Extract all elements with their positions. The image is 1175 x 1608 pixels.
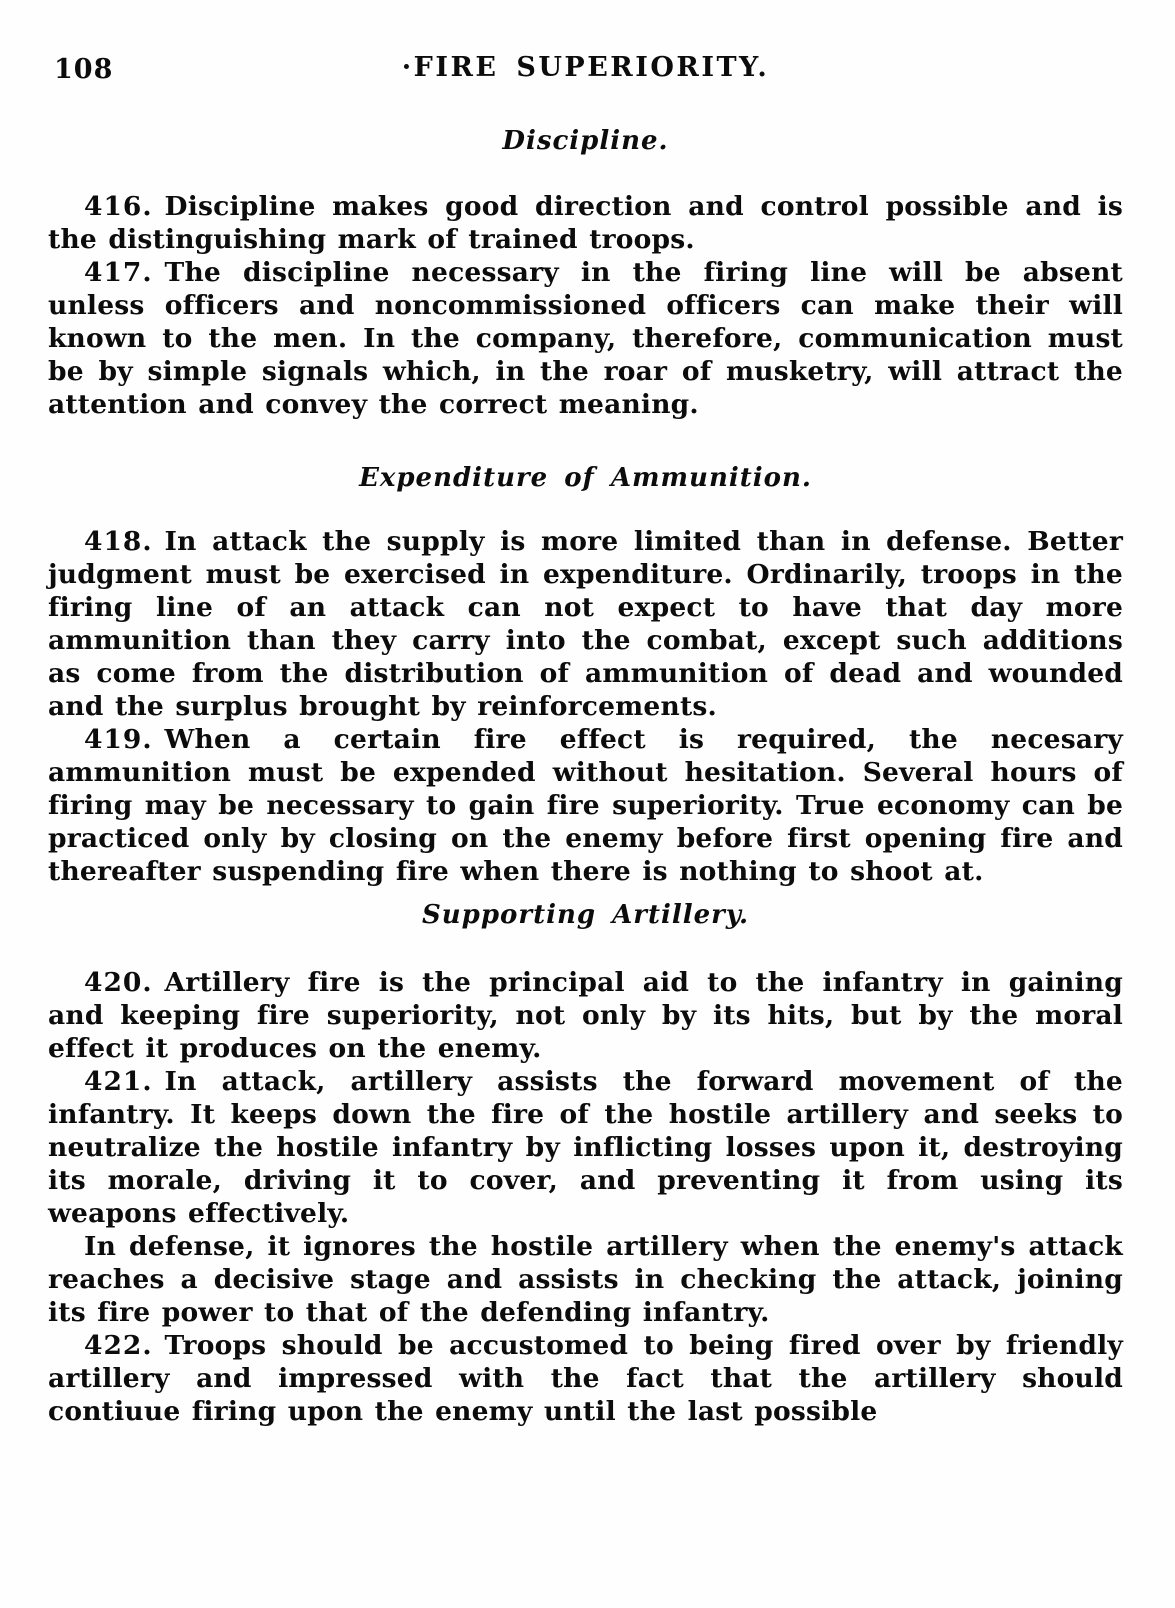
paragraph [48, 723, 1123, 888]
paragraph-number: 422. [84, 1330, 153, 1361]
paragraph-text: The discipline necessary in the firing line will be absent unless officers and noncommissioned officers can make their will known to the men. In the company, therefore, communication must be by simple signals which, in the roar of musketry, will attract the attention and convey the correct meaning. [48, 257, 1123, 420]
paragraph [48, 525, 1123, 723]
paragraph-text: Artillery fire is the principal aid to the infantry in gaining and keeping fire superiority, not only by its hits, but by the moral effect it produces on the enemy. [48, 967, 1123, 1064]
paragraph-text: In attack the supply is more limited than in defense. Better judgment must be exercised in expenditure. Ordinarily, troops in the firing line of an attack can not expect to have that day more ammunition than they carry into the combat, except such additions as come from the distribution of ammunition of dead and wounded and the surplus brought by reinforcements. [48, 526, 1123, 722]
paragraph-number: 417. [84, 257, 153, 288]
section-discipline [48, 126, 1123, 421]
paragraph-number: 421. [84, 1066, 153, 1097]
section-supporting-artillery [48, 900, 1123, 1428]
running-head [48, 52, 1123, 92]
section-heading: Expenditure of Ammunition. [359, 463, 812, 493]
paragraph [48, 1230, 1123, 1329]
paragraph-text: In defense, it ignores the hostile artillery when the enemy's attack reaches a decisive stage and assists in checking the attack, joining its fire power to that of the defending infantry. [48, 1231, 1123, 1328]
paragraph-text: Troops should be accustomed to being fired over by friendly artillery and impressed with the fact that the artillery should contiuue firing upon the enemy until the last possible [48, 1330, 1123, 1427]
paragraph-number: 420. [84, 967, 153, 998]
paragraph [48, 1329, 1123, 1428]
paragraph-number: 419. [84, 724, 153, 755]
paragraph-number: 416. [84, 191, 153, 222]
section-expenditure-of-ammunition [48, 463, 1123, 888]
page-number: 108 [54, 54, 114, 85]
section-heading: Discipline. [502, 126, 669, 156]
paragraph [48, 966, 1123, 1065]
paragraph-text: Discipline makes good direction and control possible and is the distinguishing mark of trained troops. [48, 191, 1123, 255]
paragraph [48, 1065, 1123, 1230]
running-title: ·FIRE SUPERIORITY. [401, 52, 770, 83]
paragraph-number: 418. [84, 526, 153, 557]
paragraph [48, 190, 1123, 256]
paragraph-text: When a certain fire effect is required, the necesary ammunition must be expended without hesitation. Several hours of firing may be necessary to gain fire superiority. True economy can be practiced only by closing on the enemy before first opening fire and thereafter suspending fire when there is nothing to shoot at. [48, 724, 1123, 887]
paragraph-text: In attack, artillery assists the forward movement of the infantry. It keeps down the fire of the hostile artillery and seeks to neutralize the hostile infantry by inflicting losses upon it, destroying its morale, driving it to cover, and preventing it from using its weapons effectively. [48, 1066, 1123, 1229]
section-heading: Supporting Artillery. [421, 900, 750, 930]
paragraph [48, 256, 1123, 421]
